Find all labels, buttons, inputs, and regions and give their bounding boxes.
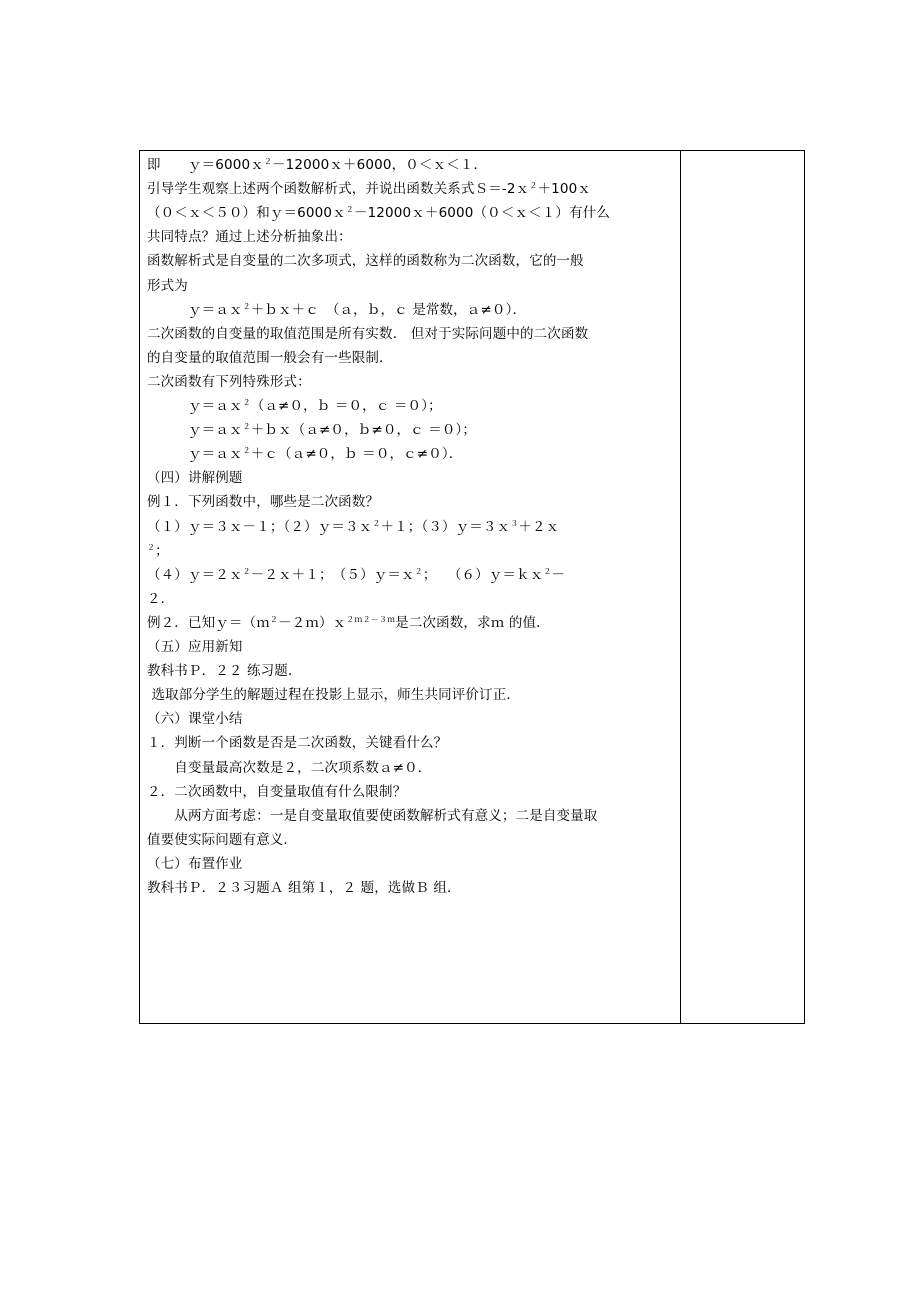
text-line: $^2$；: [147, 542, 169, 559]
text-line: 即 ｙ＝6000ｘ$^2$－12000ｘ＋6000，０＜ｘ＜１．: [147, 157, 488, 173]
text-line: 值要使实际问题有意义．: [147, 831, 298, 848]
text-line: 函数解析式是自变量的二次多项式，这样的函数称为二次函数，它的一般: [147, 253, 584, 270]
text-line: ｙ＝ａｘ$^2$＋ｂｘ（ａ≠０，ｂ≠０，ｃ ＝０）；: [147, 422, 477, 439]
text-line: 例２．已知ｙ＝（ｍ$^2$－２ｍ）ｘ$^{2m2-3m}$是二次函数，求ｍ 的值．: [147, 614, 550, 631]
text-line: 二次函数有下列特殊形式：: [147, 373, 311, 390]
text-line: ｙ＝ａｘ$^2$（ａ≠０，ｂ ＝０，ｃ ＝０）；: [147, 398, 442, 414]
text-line: 形式为: [147, 277, 188, 294]
text-line: 教科书Ｐ．２２ 练习题．: [147, 663, 302, 680]
text-line: 共同特点？通过上述分析抽象出：: [147, 229, 352, 246]
text-line: ２．: [147, 590, 175, 607]
text-line: （１）ｙ＝３ｘ－１；（２）ｙ＝３ｘ$^2$＋１；（３）ｙ＝３ｘ$^3$＋２ｘ: [147, 518, 560, 535]
text-line: ２．二次函数中，自变量取值有什么限制？: [147, 783, 407, 800]
text-line: （七）布置作业: [147, 855, 243, 872]
text-line: 引导学生观察上述两个函数解析式，并说出函数关系式Ｓ＝-2ｘ$^2$＋100ｘ: [147, 181, 591, 198]
column-divider: [680, 151, 681, 1023]
text-line: 教科书Ｐ．２３习题Ａ 组第１，２ 题，选做Ｂ 组．: [147, 880, 461, 896]
text-line: 例１．下列函数中，哪些是二次函数？: [147, 494, 380, 511]
text-line: ｙ＝ａｘ$^2$＋ｂｘ＋ｃ （ａ，ｂ，ｃ 是常数，ａ≠０）．: [147, 301, 527, 318]
text-line: （４）ｙ＝２ｘ$^2$－２ｘ＋１； （５）ｙ＝ｘ$^2$； （６）ｙ＝ｋｘ$^2$－: [147, 566, 566, 583]
lesson-table: [139, 150, 805, 1024]
text-line: ｙ＝ａｘ$^2$＋ｃ（ａ≠０，ｂ ＝０，ｃ≠０）．: [147, 446, 463, 463]
text-line: 二次函数的自变量的取值范围是所有实数． 但对于实际问题中的二次函数: [147, 325, 589, 342]
text-line: （０＜ｘ＜５０）和ｙ＝6000ｘ$^2$－12000ｘ＋6000（０＜ｘ＜１）有什么: [147, 205, 611, 222]
text-line: 的自变量的取值范围一般会有一些限制．: [147, 349, 393, 366]
text-line: 从两方面考虑：一是自变量取值要使函数解析式有意义；二是自变量取: [147, 807, 598, 824]
text-line: （五）应用新知: [147, 639, 243, 655]
text-line: 选取部分学生的解题过程在投影上显示，师生共同评价订正．: [147, 687, 520, 704]
text-line: （六）课堂小结: [147, 711, 243, 728]
text-line: 自变量最高次数是２，二次项系数ａ≠０．: [147, 759, 432, 776]
text-line: （四）讲解例题: [147, 470, 243, 487]
text-line: １．判断一个函数是否是二次函数，关键看什么？: [147, 735, 448, 752]
